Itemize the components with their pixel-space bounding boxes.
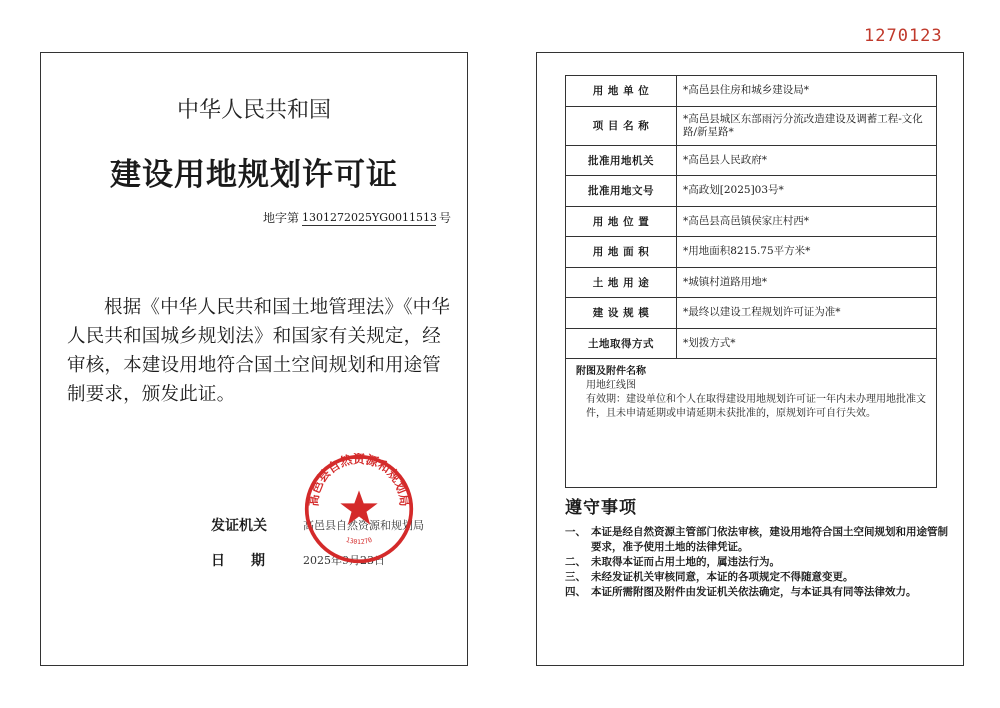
issuer-value: 高邑县自然资源和规划局 [303,519,424,532]
rules-title: 遵守事项 [565,498,637,518]
field-label: 土 地 用 途 [566,267,677,298]
issuer-label: 发证机关 [211,518,267,534]
rule-text: 本证所需附图及附件由发证机关依法确定，与本证具有同等法律效力。 [591,586,917,598]
table-row [566,237,937,268]
attachments-heading: 附图及附件名称 [576,366,646,377]
table-row [566,145,937,176]
cert-number-suffix: 号 [439,211,452,225]
rule-item [565,525,949,555]
date-label: 日期 [211,553,291,569]
validity-note: 有效期：建设单位和个人在取得建设用地规划许可证一年内未办理用地批准文件，且未申请延期或申请延期未获批准的，原规划许可自行失效。 [586,394,926,419]
field-value: *最终以建设工程规划许可证为准* [677,298,937,329]
field-label: 建 设 规 模 [566,298,677,329]
rule-item [565,570,949,585]
date-value: 2025年9月23日 [303,554,385,567]
field-value: *用地面积8215.75平方米* [677,237,937,268]
field-label: 用 地 位 置 [566,206,677,237]
field-label: 项 目 名 称 [566,106,677,145]
field-value: *高邑县城区东部雨污分流改造建设及调蓄工程-文化路/新星路* [677,106,937,145]
field-value: *高邑县高邑镇侯家庄村西* [677,206,937,237]
table-row [566,76,937,107]
table-row [566,298,937,329]
country-name: 中华人民共和国 [176,98,331,123]
field-value: *城镇村道路用地* [677,267,937,298]
rule-number: 二、 [565,556,586,568]
certificate-back-page [536,52,964,666]
rule-item [565,555,949,570]
table-row [566,328,937,359]
attachments-item: 用地红线图 [586,380,636,391]
field-value: *高政划[2025]03号* [677,176,937,207]
table-row [566,206,937,237]
field-label: 用 地 面 积 [566,237,677,268]
svg-text:1301270 [345,536,373,546]
rule-number: 三、 [565,571,586,583]
official-seal-icon [303,453,415,565]
certificate-number-line [263,209,451,226]
table-row [566,267,937,298]
field-label: 土地取得方式 [566,328,677,359]
rule-item [565,585,949,600]
rule-text: 本证是经自然资源主管部门依法审核，建设用地符合国土空间规划和用途管制要求，准予使用土地的法律凭证。 [591,526,948,553]
attachments-cell [566,359,937,488]
info-table [565,75,937,488]
seal-text: 高邑县自然资源和规划局 [306,453,412,507]
field-label: 用 地 单 位 [566,76,677,107]
field-label: 批准用地机关 [566,145,677,176]
certificate-front-page [40,52,468,666]
table-row [566,106,937,145]
field-value: *高邑县人民政府* [677,145,937,176]
rules-list [565,525,949,600]
field-label: 批准用地文号 [566,176,677,207]
rule-number: 一、 [565,526,586,538]
field-value: *高邑县住房和城乡建设局* [677,76,937,107]
certificate-title: 建设用地规划许可证 [110,157,398,193]
serial-number: 1270123 [864,26,943,46]
seal-code: 1301270 [344,535,374,547]
cert-number-prefix: 地字第 [263,211,300,225]
certificate-body-text: 根据《中华人民共和国土地管理法》《中华人民共和国城乡规划法》和国家有关规定，经审核，本建设用地符合国土空间规划和用途管制要求，颁发此证。 [67,297,451,405]
rule-text: 未经发证机关审核同意，本证的各项规定不得随意变更。 [591,571,854,583]
table-row [566,176,937,207]
seal-star-icon [340,490,377,525]
field-value: *划拨方式* [677,328,937,359]
cert-number: 1301272025YG0011513 [302,211,438,224]
rule-text: 未取得本证而占用土地的，属违法行为。 [591,556,780,568]
rule-number: 四、 [565,586,586,598]
